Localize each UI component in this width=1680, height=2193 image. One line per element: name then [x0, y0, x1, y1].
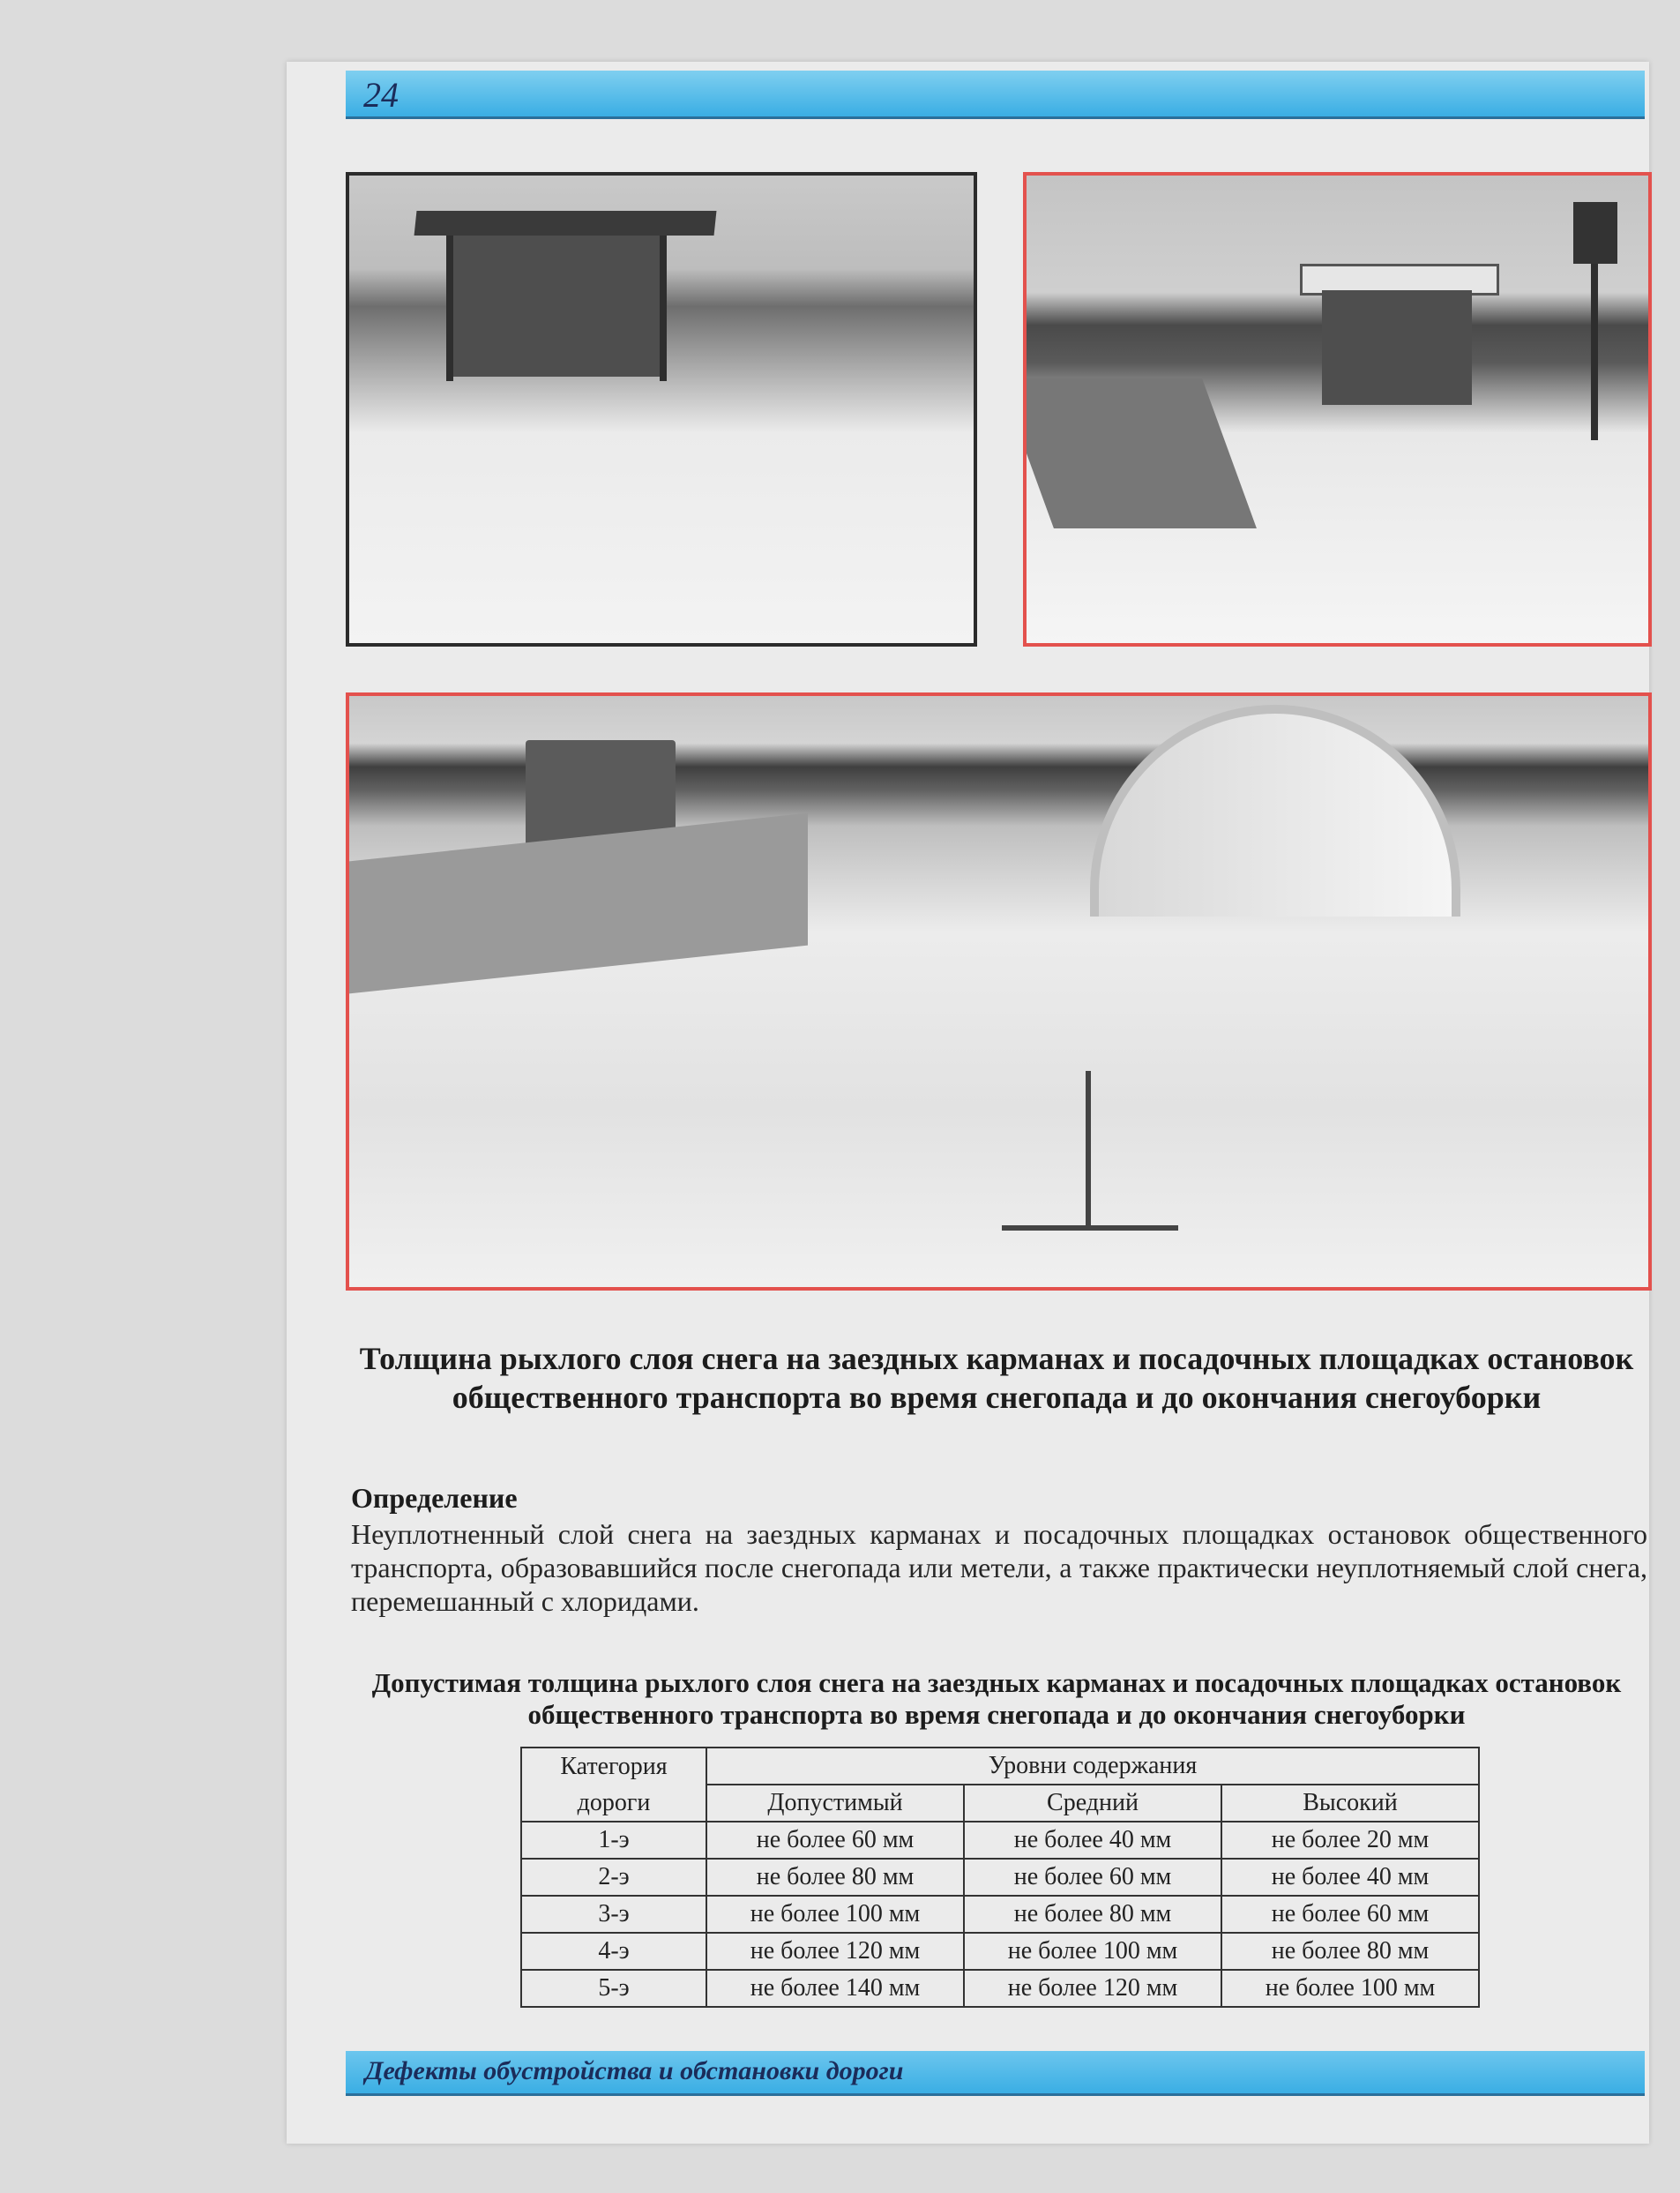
table-cell: не более 60 мм — [964, 1859, 1221, 1896]
header-category-top: Категория — [521, 1748, 706, 1785]
page-number: 24 — [363, 75, 399, 115]
table-cell: не более 80 мм — [1221, 1933, 1479, 1970]
row-category: 5-э — [521, 1970, 706, 2007]
header-level: Средний — [964, 1785, 1221, 1822]
table-cell: не более 140 мм — [706, 1970, 964, 2007]
row-category: 2-э — [521, 1859, 706, 1896]
footer-bar — [346, 2051, 1645, 2096]
table-row — [521, 1822, 1479, 1859]
table-cell: не более 80 мм — [706, 1859, 964, 1896]
table-cell: не более 40 мм — [1221, 1859, 1479, 1896]
table-cell: не более 120 мм — [706, 1933, 964, 1970]
snow-depth-table — [520, 1747, 1480, 2008]
table-title: Допустимая толщина рыхлого слоя снега на заездных карманах и посадочных площадках остановок общественного транспорта во время снегопада и до окончания снегоуборки — [371, 1667, 1622, 1730]
definition-heading: Определение — [351, 1482, 518, 1514]
photo-bus-shelter — [346, 172, 977, 647]
table-cell: не более 120 мм — [964, 1970, 1221, 2007]
definition-text: Неуплотненный слой снега на заездных карманах и посадочных площадках остановок общественного транспорта, образовавшийся после снегопада или метели, а также практически неуплотняемый слой снега, перемешанный с хлоридами. — [351, 1518, 1647, 1617]
table-cell: не более 60 мм — [706, 1822, 964, 1859]
header-level: Допустимый — [706, 1785, 964, 1822]
photo-snow-measurement — [346, 692, 1652, 1291]
table-cell: не более 20 мм — [1221, 1822, 1479, 1859]
header-level: Высокий — [1221, 1785, 1479, 1822]
table-row — [521, 1970, 1479, 2007]
table-cell: не более 100 мм — [1221, 1970, 1479, 2007]
table-subheader-row — [521, 1785, 1479, 1822]
table-cell: не более 100 мм — [706, 1896, 964, 1933]
section-title: Толщина рыхлого слоя снега на заездных карманах и посадочных площадках остановок общественного транспорта во время снегопада и до окончания снегоуборки — [359, 1341, 1634, 1415]
row-category: 4-э — [521, 1933, 706, 1970]
photo-bus-stop-road — [1023, 172, 1652, 647]
table-cell: не более 60 мм — [1221, 1896, 1479, 1933]
row-category: 1-э — [521, 1822, 706, 1859]
row-category: 3-э — [521, 1896, 706, 1933]
table-row — [521, 1933, 1479, 1970]
footer-text: Дефекты обустройства и обстановки дороги — [365, 2056, 904, 2085]
header-levels: Уровни содержания — [706, 1748, 1479, 1785]
table-row — [521, 1896, 1479, 1933]
table-cell: не более 100 мм — [964, 1933, 1221, 1970]
table-row — [521, 1859, 1479, 1896]
table-cell: не более 40 мм — [964, 1822, 1221, 1859]
header-category-bottom: дороги — [521, 1785, 706, 1822]
header-bar — [346, 71, 1645, 119]
table-header-row — [521, 1748, 1479, 1785]
table-cell: не более 80 мм — [964, 1896, 1221, 1933]
